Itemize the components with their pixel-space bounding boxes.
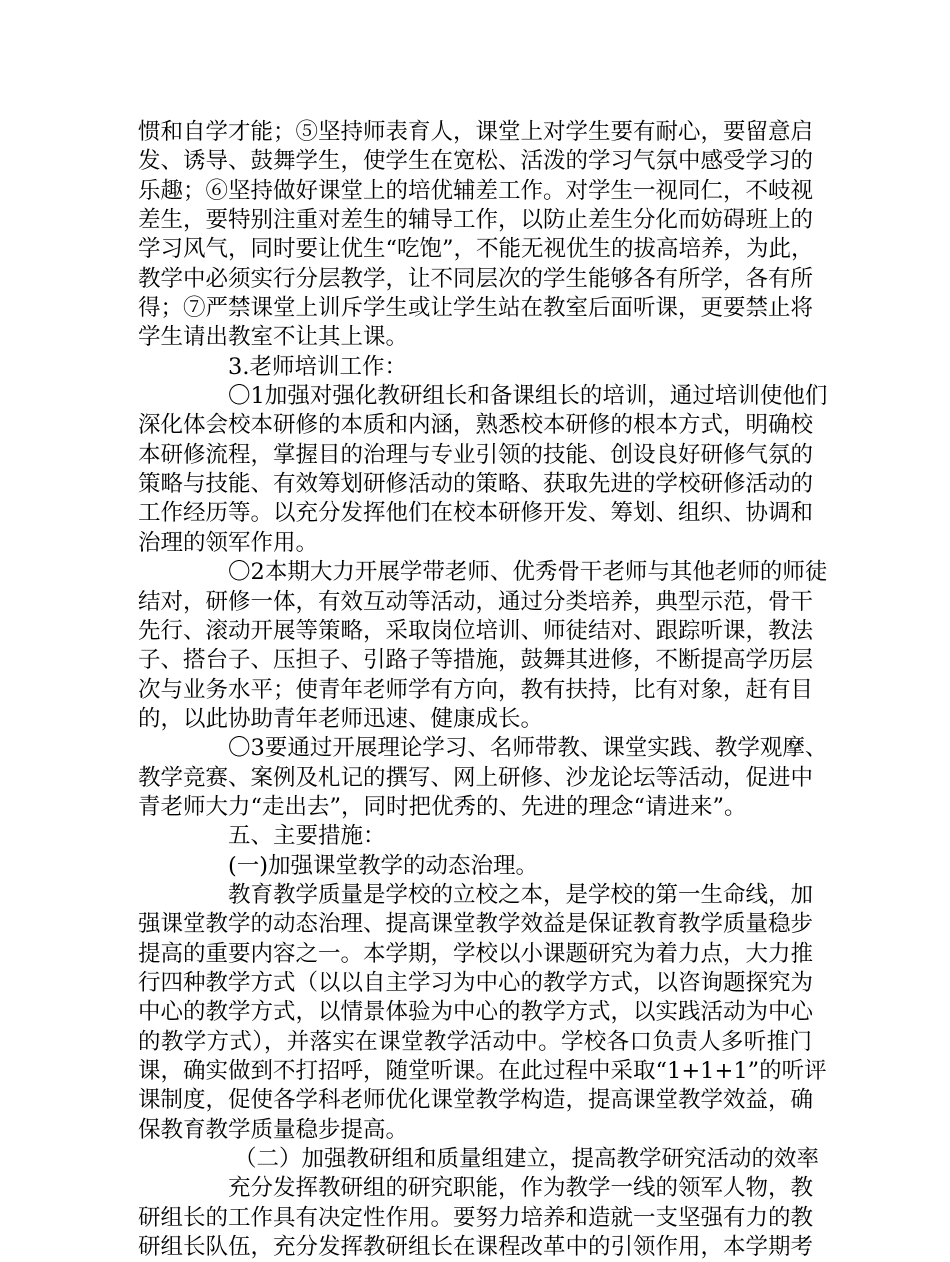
text-line: 本研修流程，掌握目的治理与专业引领的技能、创设良好研修气氛的	[138, 441, 814, 468]
text-line: 差生，要特别注重对差生的辅导工作，以防止差生分化而妨碍班上的	[138, 207, 814, 234]
text-line: 乐趣；⑥坚持做好课堂上的培优辅差工作。对学生一视同仁，不岐视	[138, 177, 814, 204]
text-line: 教学中必须实行分层教学，让不同层次的学生能够各有所学，各有所	[138, 265, 814, 292]
text-line: 研组长的工作具有决定性作用。要努力培养和造就一支坚强有力的教	[138, 1204, 814, 1231]
text-line: 学习风气，同时要让优生“吃饱”，不能无视优生的拔高培养，为此，	[138, 236, 814, 263]
section-heading: 五、主要措施：	[228, 823, 386, 850]
text-line: 〇3要通过开展理论学习、名师带教、课堂实践、教学观摩、	[228, 735, 828, 762]
text-line: 保教育教学质量稳步提高。	[138, 1116, 409, 1143]
document-page	[138, 118, 828, 1262]
subsection-heading: （二）加强教研组和质量组建立，提高教学研究活动的效率	[234, 1146, 820, 1173]
text-line: 中心的教学方式，以情景体验为中心的教学方式，以实践活动为中心	[138, 999, 814, 1026]
text-line: 结对，研修一体，有效互动等活动，通过分类培养，典型示范，骨干	[138, 588, 814, 615]
text-line: 得；⑦严禁课堂上训斥学生或让学生站在教室后面听课，更要禁止将	[138, 295, 814, 322]
text-line: 强课堂教学的动态治理、提高课堂教学效益是保证教育教学质量稳步	[138, 911, 814, 938]
text-line: 提高的重要内容之一。本学期，学校以小课题研究为着力点，大力推	[138, 940, 814, 967]
text-line: 的，以此协助青年老师迅速、健康成长。	[138, 705, 544, 732]
text-line: 课制度，促使各学科老师优化课堂教学构造，提高课堂教学效益，确	[138, 1087, 814, 1114]
text-line: 课，确实做到不打招呼，随堂听课。在此过程中采取“1+1+1”的听评	[138, 1058, 827, 1084]
text-line: 的教学方式），并落实在课堂教学活动中。学校各口负责人多听推门	[138, 1028, 812, 1055]
text-line: 〇1加强对强化教研组长和备课组长的培训，通过培训使他们	[228, 383, 828, 410]
text-line: 行四种教学方式（以以自主学习为中心的教学方式，以咨询题探究为	[138, 969, 814, 996]
subsection-heading: (一)加强课堂教学的动态治理。	[228, 852, 539, 879]
text-line: 研组长队伍，充分发挥教研组长在课程改革中的引领作用，本学期考	[138, 1234, 814, 1261]
section-heading: 3.老师培训工作：	[228, 353, 407, 380]
text-line: 教学竞赛、案例及札记的撰写、网上研修、沙龙论坛等活动，促进中	[138, 764, 814, 791]
text-line: 工作经历等。以充分发挥他们在校本研修开发、筹划、组织、协调和	[138, 500, 814, 527]
text-line: 策略与技能、有效筹划研修活动的策略、获取先进的学校研修活动的	[138, 471, 814, 498]
text-line: 先行、滚动开展等策略，采取岗位培训、师徒结对、跟踪听课，教法	[138, 617, 814, 644]
text-line: 惯和自学才能；⑤坚持师表育人，课堂上对学生要有耐心，要留意启	[138, 119, 814, 145]
text-line: 学生请出教室不让其上课。	[138, 324, 409, 351]
text-line: 子、搭台子、压担子、引路子等措施，鼓舞其进修，不断提高学历层	[138, 647, 814, 674]
text-line: 青老师大力“走出去”，同时把优秀的、先进的理念“请进来”。	[138, 793, 747, 820]
text-line: 充分发挥教研组的研究职能，作为教学一线的领军人物，教	[228, 1175, 814, 1202]
text-line: 次与业务水平；使青年老师学有方向，教有扶持，比有对象，赶有目	[138, 676, 814, 703]
text-line: 教育教学质量是学校的立校之本，是学校的第一生命线，加	[228, 881, 814, 908]
text-line: 治理的领军作用。	[138, 529, 319, 556]
text-line: 发、诱导、鼓舞学生，使学生在宽松、活泼的学习气氛中感受学习的	[138, 148, 814, 175]
text-line: 〇2本期大力开展学带老师、优秀骨干老师与其他老师的师徒	[228, 559, 828, 586]
text-line: 深化体会校本研修的本质和内涵，熟悉校本研修的根本方式，明确校	[138, 412, 814, 439]
